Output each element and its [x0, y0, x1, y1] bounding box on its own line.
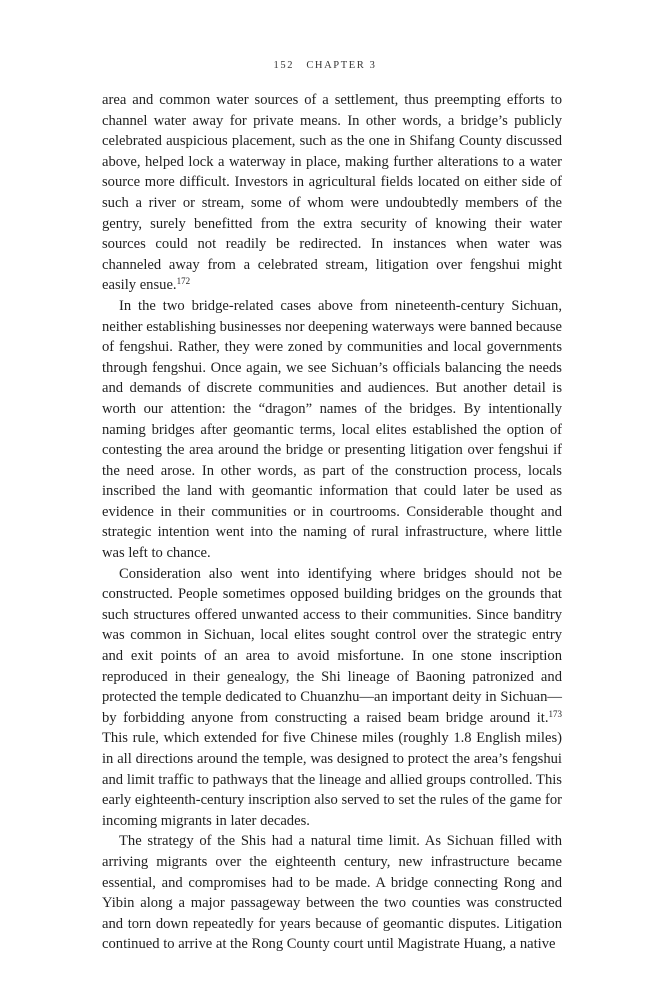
page-number: 152 — [273, 60, 295, 71]
footnote-ref-172[interactable]: 172 — [176, 276, 191, 287]
body-text — [102, 90, 562, 955]
running-head — [0, 60, 650, 71]
paragraph-text: The strategy of the Shis had a natural time limit. As Sichuan filled with arriving migrants over the eighteenth century, new infrastructure became essential, and compromises had to be made. A bridge connecting Rong and Yibin along a major passageway between the two counties was constructed and torn down repeatedly for years because of geomantic disputes. Litigation continued to arrive at the Rong County court until Magistrate Huang, a native — [102, 833, 562, 953]
paragraph-text: In the two bridge-related cases above from nineteenth-century Sichuan, neither establishing businesses nor deepening waterways were banned because of fengshui. Rather, they were zoned by communities and local governments through fengshui. Once again, we see Sichuan’s officials balancing the needs and demands of discrete communities and audiences. But another detail is worth our attention: the “dragon” names of the bridges. By intentionally naming bridges after geomantic terms, local elites established the option of contesting the area around the bridge or presenting litigation over fengshui if the need arose. In other words, as part of the construction process, locals inscribed the land with geomantic information that could later be used as evidence in their communities or in courtrooms. Considerable thought and strategic intention went into the naming of rural infrastructure, where little was left to chance. — [102, 297, 562, 562]
paragraph-3 — [102, 564, 562, 832]
paragraph-text: area and common water sources of a settlement, thus preempting efforts to channel water away for private means. In other words, a bridge’s publicly celebrated auspicious placement, such as the one in Shifang County discussed above, helped lock a waterway in place, making further alterations to a water source more difficult. Investors in agricultural fields located on either side of such a river or stream, some of whom were undoubtedly members of the gentry, surely benefitted from the extra security of knowing their water sources could not readily be redirected. In instances when water was channeled away from a celebrated stream, litigation over fengshui might easily ensue. — [102, 92, 562, 294]
paragraph-1 — [102, 90, 562, 296]
paragraph-text: Consideration also went into identifying where bridges should not be constructed. People sometimes opposed building bridges on the grounds that such structures offered unwanted access to their communities. Since banditry was common in Sichuan, local elites sought control over the strategic entry and exit points of an area to avoid misfortune. In one stone inscription reproduced in their genealogy, the Shi lineage of Baoning patronized and protected the temple dedicated to Chuanzhu—an important deity in Sichuan—by forbidding anyone from constructing a raised beam bridge around it. — [102, 565, 562, 726]
paragraph-2 — [102, 296, 562, 564]
paragraph-text: This rule, which extended for five Chinese miles (roughly 1.8 English miles) in all directions around the temple, was designed to protect the area’s fengshui and limit traffic to pathways that the lineage and allied groups controlled. This early eighteenth-century inscription also served to set the rules of the game for incoming migrants in later decades. — [102, 730, 562, 829]
footnote-ref-173[interactable]: 173 — [548, 708, 562, 719]
paragraph-4 — [102, 831, 562, 955]
chapter-label: CHAPTER 3 — [306, 60, 377, 71]
